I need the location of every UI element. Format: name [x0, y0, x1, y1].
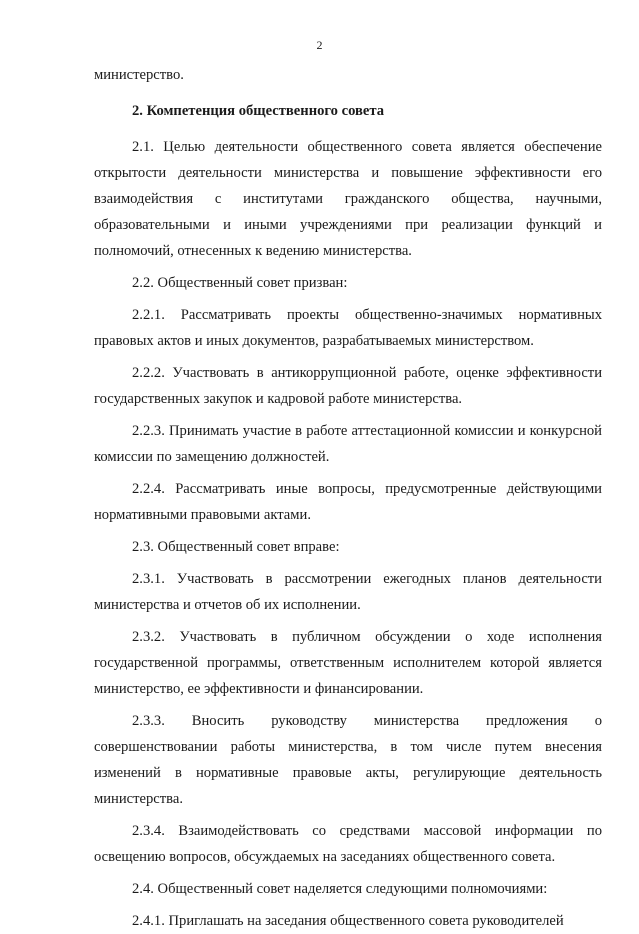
paragraph-2-2: 2.2. Общественный совет призван:	[132, 275, 348, 291]
lead-line: министерство.	[94, 67, 184, 83]
document-body	[94, 62, 602, 934]
paragraph-2-3-1: 2.3.1. Участвовать в рассмотрении ежегодных планов деятельности министерства и отчетов об их исполнении.	[94, 571, 602, 613]
section-heading: 2. Компетенция общественного совета	[132, 103, 385, 119]
paragraph-2-2-4: 2.2.4. Рассматривать иные вопросы, предусмотренные действующими нормативными правовыми актами.	[94, 481, 602, 523]
paragraph-2-2-2: 2.2.2. Участвовать в антикоррупционной работе, оценке эффективности государственных закупок и кадровой работе министерства.	[94, 365, 602, 407]
paragraph-2-3-2: 2.3.2. Участвовать в публичном обсуждении о ходе исполнения государственной программы, ответственным исполнителем которой является министерство, ее эффективности и финансировании.	[94, 629, 602, 697]
paragraph-2-4-1: 2.4.1. Приглашать на заседания общественного совета руководителей	[132, 913, 564, 929]
paragraph-2-4: 2.4. Общественный совет наделяется следующими полномочиями:	[132, 881, 548, 897]
paragraph-2-1: 2.1. Целью деятельности общественного совета является обеспечение открытости деятельности министерства и повышение эффективности его взаимодействия с институтами гражданского общества, научными, образовательными и иными учреждениями при реализации функций и полномочий, отнесенных к ведению министерства.	[94, 139, 602, 259]
paragraph-2-2-3: 2.2.3. Принимать участие в работе аттестационной комиссии и конкурсной комиссии по замещению должностей.	[94, 423, 602, 465]
paragraph-2-3-4: 2.3.4. Взаимодействовать со средствами массовой информации по освещению вопросов, обсуждаемых на заседаниях общественного совета.	[94, 823, 602, 865]
paragraph-2-3-3: 2.3.3. Вносить руководству министерства предложения о совершенствовании работы министерства, в том числе путем внесения изменений в нормативные правовые акты, регулирующие деятельность министерства.	[94, 713, 602, 807]
paragraph-2-2-1: 2.2.1. Рассматривать проекты общественно-значимых нормативных правовых актов и иных документов, разрабатываемых министерством.	[94, 307, 602, 349]
paragraph-2-3: 2.3. Общественный совет вправе:	[132, 539, 340, 555]
page-number: 2	[316, 38, 323, 52]
